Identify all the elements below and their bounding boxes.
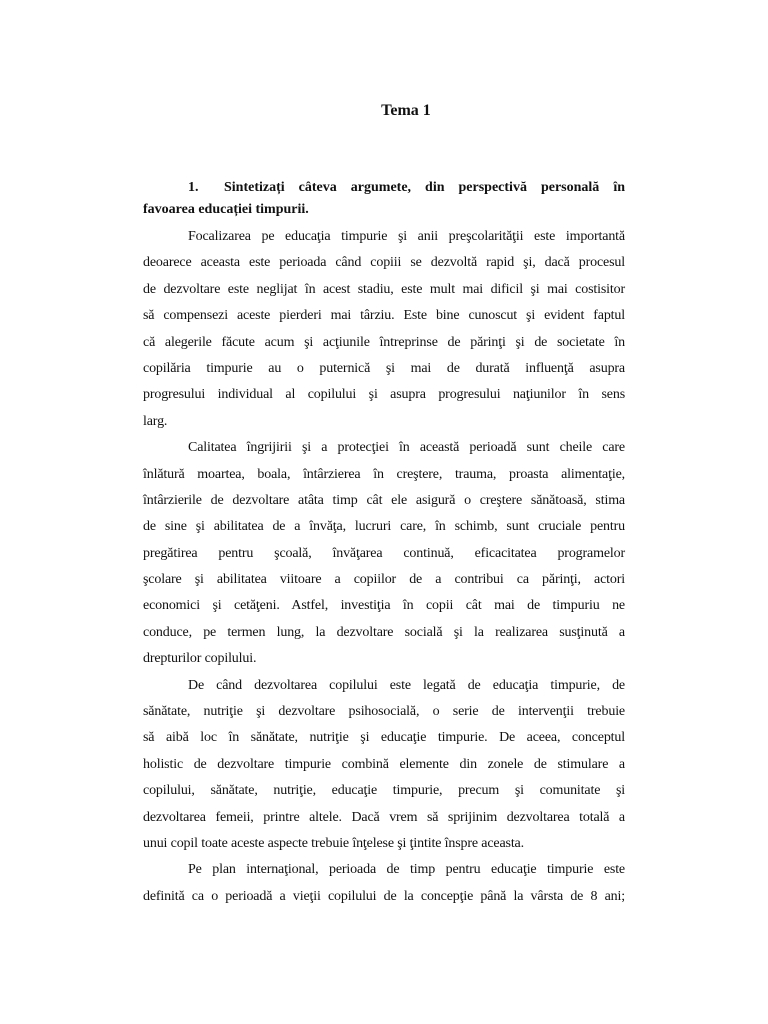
- paragraph-line: să aibă loc în sănătate, nutriţie şi educaţie timpurie. De aceea, conceptul: [143, 730, 625, 746]
- paragraph-line: unui copil toate aceste aspecte trebuie înţelese şi ţintite înspre aceasta.: [143, 835, 524, 851]
- paragraph-line: definită ca o perioadă a vieţii copilului de la concepţie până la vârsta de 8 ani;: [143, 888, 625, 904]
- paragraph-line: Calitatea îngrijirii şi a protecţiei în această perioadă sunt cheile care: [188, 440, 625, 456]
- question-number: 1.: [188, 180, 199, 195]
- paragraph-line: dezvoltarea femeii, printre altele. Dacă vrem să sprijinim dezvoltarea totală a: [143, 809, 625, 825]
- paragraph-line: holistic de dezvoltare timpurie combină elemente din zonele de stimulare a: [143, 756, 625, 772]
- paragraph-line: înlătură moartea, boala, întârzierea în creştere, trauma, proasta alimentaţie,: [143, 466, 625, 482]
- question-text-line2: favoarea educației timpurii.: [143, 202, 309, 217]
- paragraph-line: să compensezi aceste pierderi mai târziu. Este bine cunoscut şi evident faptul: [143, 308, 625, 324]
- paragraph-line: copilăria timpurie au o puternică şi mai de durată influenţă asupra: [143, 360, 625, 376]
- paragraph-line: deoarece aceasta este perioada când copiii se dezvoltă rapid şi, dacă procesul: [143, 255, 625, 271]
- question-text-line1: Sintetizați câteva argumete, din perspectivă personală în: [224, 180, 625, 195]
- paragraph-line: economici şi cetăţeni. Astfel, investiţia în copii cât mai de timpuriu ne: [143, 598, 625, 614]
- paragraph-line: sănătate, nutriţie şi dezvoltare psihosocială, o serie de intervenţii trebuie: [143, 704, 625, 720]
- paragraph-line: drepturilor copilului.: [143, 651, 257, 667]
- document-title: Tema 1: [381, 102, 431, 119]
- paragraph-line: conduce, pe termen lung, la dezvoltare socială şi la realizarea susţinută a: [143, 624, 625, 640]
- paragraph-line: De când dezvoltarea copilului este legată de educaţia timpurie, de: [188, 677, 625, 693]
- paragraph-line: Pe plan internaţional, perioada de timp pentru educaţie timpurie este: [188, 862, 625, 878]
- paragraph-line: copilului, sănătate, nutriţie, educaţie timpurie, precum şi comunitate şi: [143, 783, 625, 799]
- paragraph-line: progresului individual al copilului şi asupra progresului naţiunilor în sens: [143, 387, 625, 403]
- paragraph-line: că alegerile făcute acum şi acţiunile întreprinse de părinţi şi de societate în: [143, 334, 625, 350]
- paragraph-line: de sine şi abilitatea de a învăţa, lucruri care, în schimb, sunt cruciale pentru: [143, 519, 625, 535]
- paragraph-line: Focalizarea pe educaţia timpurie şi anii preşcolarităţii este importantă: [188, 229, 625, 244]
- question-heading: [143, 174, 625, 202]
- answer-body: [143, 228, 625, 914]
- paragraph-line: larg.: [143, 413, 168, 429]
- paragraph-line: întârzierile de dezvoltare atâta timp cât ele asigură o creştere sănătoasă, stima: [143, 492, 625, 508]
- paragraph-line: de dezvoltare este neglijat în acest stadiu, este mult mai dificil şi mai costisitor: [143, 281, 625, 297]
- paragraph-line: pregătirea pentru şcoală, învăţarea continuă, eficacitatea programelor: [143, 545, 625, 561]
- paragraph-line: şcolare şi abilitatea viitoare a copiilor de a contribui ca părinţi, actori: [143, 572, 625, 588]
